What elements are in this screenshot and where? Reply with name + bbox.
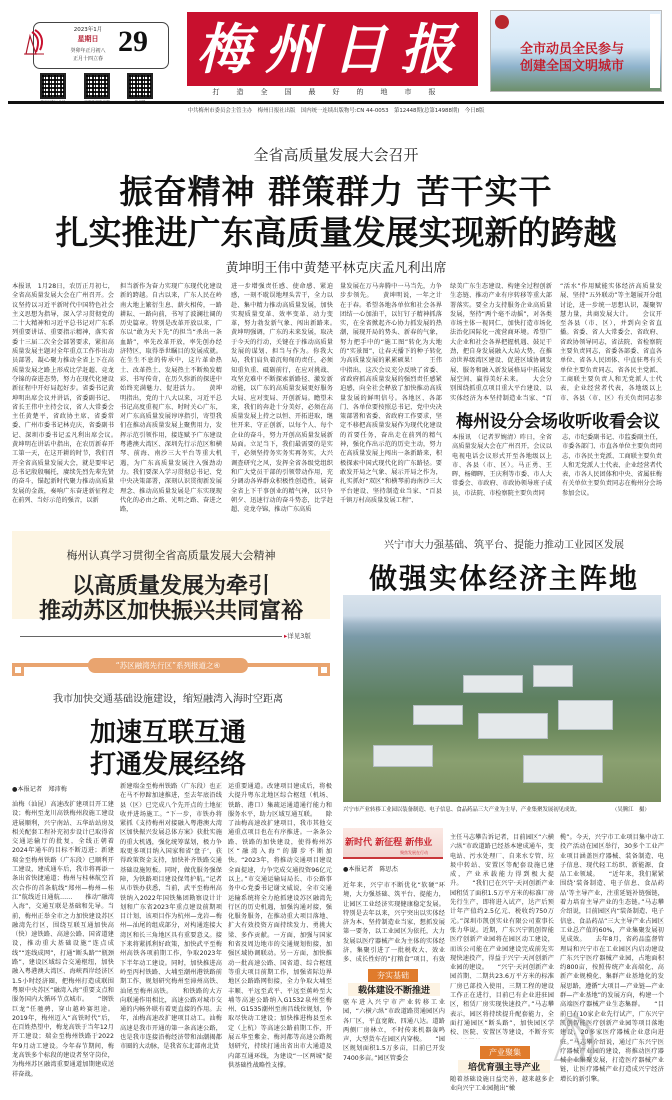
lead-headline-1[interactable]: 振奋精神 群策群力 苦干实干 [119,172,553,211]
promo-headline-1[interactable]: 以高质量发展为牵引 [71,573,270,599]
solar-term: 正月十四立春 [72,56,103,62]
date-weekday: 星期日 [77,34,99,43]
ad-line-2: 创建全国文明城市 [519,59,624,74]
newspaper-logo-icon [22,28,46,56]
section-tag-foundation: 夯实基础 [368,969,418,982]
emblem-icon [495,15,509,29]
lead-column-4: 量发展在万马奔腾中一马当先，力争步步领先。 黄坤明说，一年之计在于春。希望各地各单位和社会各界团结一心加油干，以钉钉子精神抓落实，在全省掀起齐心协力抓发展的热潮，展现开局的势头、新春的气象，努力把手中的“施工图”转化为大地的“实景图”，让春天播下的种子转化为高质量发展的累累硕果！ 王伟中指出，这次会议充分反映了省委、省政府抓高质量发展的强烈责任感紧迫感，向全社会释放了加快推动高质量发展的鲜明信号。各地区、各部门、各单位要按照总书记、党中央决策部署和省委、省政府工作要求，坚定不移把高质量发展作为现代化建设的首要任务，奋出走在前列的精气神，强化作出示范的历史主动，努力在高质量发展上闯出一条新路来，积极探索中国式现代化的广东路径。要敢发开局之气象、展示开局之作为，扎实抓好“双区”和横琴前海南沙三大平台建设、坚持制造业当家、“百县千镇万村高质量发展工程”、 [340,283,442,504]
transport-headline-1[interactable]: 加速互联互通 [89,718,246,748]
date-day: 29 [118,25,148,58]
xingning-column-1: 近年来，兴宁市不断优化“软硬”环境，大力强基础、筑平台、提能力，让园区工业经济实现健康稳定发展。特别是去年以来，兴宁突出以实体经济为本、坚持制造业当家，想抓发展第一要务，以工业园区为依托，大力发展以医疗器械产业为主体的实体经济，集聚引进了一批税收大、效业多、成长性好的“打粮食”项目，有效 [343,882,445,964]
date-year-month: 2023年1月 [73,27,103,33]
meizhou-session-column-2: 志，市纪委副书记、市监委副主任，市委各部门、市直各单位主要负责同志，市各民主党派、工商联主要负责人和无党派人士代表、企业经营者代表，市各人民团体和中央、省属驻梅有关单位主要负责同志在梅州分会场参加会议。 [562,434,662,497]
ad-side-strip [650,14,660,88]
lead-column-5: 绿美广东生态建设、构建全过程创新生态链、推动产业有序转移等重大部署落实。要全力支持服务企业高质量发展，坚持“两个毫不动摇”，对各类市场主体一视同仁，加快打造市场化法治化国际化一流营商环境。希望广大企业和社会各界把握机遇、鼓足干劲，把自身发展融入大局大势，在推动世界级湾区建设、促进区域协调发展、服务和融入新发展格局中拓展发展空间、赢得美好未来。 大会分别围绕抓重点项目重大平台建设、以实体经济为本坚持制造业当家、“百 [450,283,552,402]
lead-kicker: 全省高质量发展大会召开 [253,146,419,164]
fret-ornament-icon [12,666,24,676]
photo-caption: 兴宁市产业转移工业园以装备制造、电子信息、食品药品三大产业为主导，产业集聚发展初见成效。 [343,807,581,813]
paper-title[interactable]: 梅州日报 [196,17,469,81]
industrial-park-photo[interactable] [343,595,661,802]
xingning-column-3: 主任马志攀告诉记者，目前园区“六横六纵”市政道路已经基本建成通车，变电站、污水处理厂、自来水专管、垃圾中转站、安置区等配套设施已建成，产业承载能力得到极大提升。 “我们已在兴宁·天河创新产业园租赁了面积1.5万平方米的标准厂房先行生产，即将进入试产，达产后预计年产值约2.5亿元、税收约750万元。”深圳市凯创实业有限公司董事长张力华说。近期，广东兴宁凯创智能医疗创新产业园将在园区动工建设，而该公司能在产业园建设完成前先实现快速投产，得益于兴宁·天河创新产业园的建设。 “兴宁·天河创新产业园首期、二期共23.6万平方米的标准厂房已部投入使用，三期工程的建设工作正在进行，目前已有企业进驻园区，租赁厂房实现快速投产。”马志攀表示，园区将持续提升配套能力，全面打通园区“断头路”，加快园区学校、医院、安置区等建设，不断夯实 [450,834,554,1037]
see-page-link[interactable] [284,631,311,640]
transport-subtitle: 我市加快交通基础设施建设，缩短融湾入海时空距离 [53,694,283,705]
promo-headline-2[interactable]: 推动苏区加快振兴共同富裕 [38,598,303,624]
qr-code-icon[interactable] [84,73,110,99]
transport-byline: ●本报记者 郑沛梅 [12,786,67,793]
column-banner-subtitle: 聚焦发展在行动 [400,850,428,855]
xingning-headline[interactable]: 做强实体经济主阵地 [368,562,639,595]
xingning-kicker: 兴宁市大力强基础、筑平台、提能力推动工业园区发展 [384,540,624,551]
lead-column-2: 担当新作为奋力实现广东现代化建设新的跨越。自古以来，广东人民在岭南大地上繁衍生息、薪火相传，一路耕耘、一路向前，书写了波澜壮阔的历史篇章。特别是改革开放以来，广东以“敢为天下先”的担当“杀出一条血路”，率先改革开放，率先创办经济特区，取得举世瞩目的发展成就。在生生不息的传承中，这片革命热土、改革热土、发展热土不断焕发精彩、书写传奇，在历久弥新的探进中始终充满魅力、促进活力。 黄坤明指出，党的十八大以来，习近平总书记高度重视广东、时时关心广东，对广东高质量发展谆谆指引，寄望我们在推动高质量发展上聚焦用力，发挥示范引领作用，接连赋予广东建设粤港澳大湾区、深圳先行示范区和横琴、前海、南沙三大平台等重大机遇，为广东高质量发展注入强劲动力。我们要深入学习贯彻总书记、党中央决策部署，深刻认识贯彻新发展理念、推动高质量发展是广东实现现代化的必由之路、光明之路、奋进之路， [120,283,222,514]
publication-info: 中共梅州市委员会主管主办 梅州日报社出版 国内统一连续出版物号:CN 44-0053 第12448期(总第14988期) 今日8版 [187,108,485,114]
photo-credit: （吴腾江 摄） [612,807,650,813]
promo-rule [20,636,282,637]
section-subhead-industry: 培优育强主导产业 [458,1060,550,1073]
lead-column-6: “活水”作用赋能实体经济高质量发展、坚持“五外联动”等主题展开分组讨论，进一步统一思想认识，凝聚智慧力量，共商发展大计。 会议开至各县（市、区），并到向全省直播。省委、省人大常委会、省政府、省政协领导同志，省法院、省检察院主要负责同志，省委各部委、省直各单位、省各人民团体、中直驻粤有关单位主要负责同志，省各民主党派、工商联主要负责人和无党派人士代表，企业经营者代表，各地级以上市、各县（市、区）有关负责同志参 [560,283,662,402]
watermark-logo-icon [545,1010,605,1070]
series-label: “苏区融湾先行区”系列报道之④ [88,658,248,673]
lead-attendees: 黄坤明王伟中黄楚平林克庆孟凡利出席 [225,261,447,276]
transport-column-3: 运重要通道。改建项目建成后，将极大提升粤东北地区综合枢纽（机场、铁路、港口）集疏运通道通行能力和服务水平，助力区域互通互联。 除了汕梅高速改扩建项目，我市其他交通重点项目也在有序推进。一条条公路、铁路的加快建设，使得梅州苏区“融湾入海”的脚步不断加快。“2023年，将推动交通项目建设全面提速，力争完成交通投资96亿元以上。”市交通运输局局长、市公路事务中心党委书记谢文威说，全市交通运输系统将全力抢抓建设苏区融湾先行区的历史机遇，加强沟通对接，强化服务服务，在推动重大项目落地、扩大有效投资方面持续发力、勇挑大梁、多作贡献。一方面，加强与国家和省及周边地市的交通规划衔接，加强区域协调联动。另一方面，加快推动一批高速公路、国省道、综合枢纽等重大项目前期工作，加强省际边界地区公路路网衔接，全力争取大埔至丰顺、平远至武平、平远至蕉岭至大埔等高速公路纳入G1532泉州至梅州、G1535潮州至南昌线位规划，争取尽快动工建设；加快推进梅县至永定（上杭）等高速公路前期工作，开展五华至紫金、梅河都等高速公路规划研究，持续打通出省出市大通道及内部互通环线，为建设“一区两城”提供基础性战略性支撑。 [228,783,332,1069]
lead-column-1: 本报讯 1月28日，农历正月初七，全省高质量发展大会在广州召开。会议坚持以习近平新时代中国特色社会主义思想为指导，深入学习贯彻党的二十大精神和习近平总书记对广东系列重要讲话、重要指示精神，落实省委十三届二次全会部署要求，紧扣高质量发展主题对全年重点工作作出动员部署，凝心聚力推动全省上下在高质量发展之路上形成比学赶超、竞龙夺锦的奋进态势，努力在现代化建设新征程中开好局起好步。省委书记黄坤明出席会议并讲话，省委副书记、省长王伟中主持会议，省人大常委会主任黄楚平，省政协主席、省委常委、广州市委书记林克庆，省委副书记、深圳市委书记孟凡利出席会议。 黄坤明在讲话中指出，在农历新春开工第一天，在这开耕的时节，我们召开全省高质量发展大会，就是要牢记总书记殷殷嘱托，赓续先烈先辈先贤的奋斗，锚起新时代聚力推动高质量发展的金鼓，奏响广东奋进新征程走在前列、当好示范的强音，以新 [12,283,114,504]
ad-line-1: 全市动员全民参与 [519,42,624,57]
promo-kicker: 梅州认真学习贯彻全省高质量发展大会精神 [66,549,276,562]
qr-code-icon[interactable] [40,73,66,99]
arrow-right-icon: ▸ [284,632,288,640]
see-page-label: 详见3版 [287,632,311,640]
transport-headline-2[interactable]: 打通发展经络 [89,750,246,780]
xingning-column-4: 随着基础设施日益完善，越来越多企业向兴宁工业园抛出“橄 [450,1076,554,1093]
meizhou-session-column-1: 本报讯 （记者罗婉清）昨日，全省高质量发展大会在广州召开，会议以电视电话会议形式开至各地级以上市、各县（市、区）。马正勇、王晖、杨卿晖、王庆利等市委、市人大常委会、市政府、市政协领导班子成员，市法院、市检察院主要负责同 [452,434,552,497]
lead-headline-2[interactable]: 扎实推进广东高质量发展实现新的跨越 [55,213,617,252]
xingning-column-5: 榄”。今天，兴宁市工业项目集中动工投产活动在园区举行，30多个工业产业项目涵盖医疗器械、装备制造、电子信息、现代轻工纺织、新能源、食品工业领域。 “近年来，我们紧紧围绕‘装备制造、电子信息、食品药品’等主导产业，注重延链补链强链，着力培育主导产业的生态链。”马志攀介绍说，目前园区内“装备制造、电子信息、食品药品”三大主导产业占园区工业总产值的60%，产业集聚发展初见成效。 去年8月，省药品监督管理局和兴宁市在工业园区内启动建设广东兴宁医疗器械产业园，占地面积约800亩，按照传统产业高端化、高新产业规模化、集群产业基地化的发展思路，遵循“大项目—产业链—产业群—产业基地”的发展方向，构建一个高端医疗器械产业生态集群。 “目前已有10家企业先行试产，广东兴宁凯创智能医疗创新产业园等项目落地建设，20多家医疗器械企业意向进驻。”马志攀介绍说，通过广东兴宁医疗器械产业园的建设，将推动医疗器械企业集聚发展，打造医疗器械产业链，让医疗器械产业打造成兴宁经济增长的新引擎。 [560,834,664,1083]
section-tag-industry: 产业聚集 [480,1046,530,1059]
qr-code-icon[interactable] [127,73,153,99]
transport-column-2: 新建瑞金至梅州铁路（广东段）也正在马不停蹄加速推进，至去年底沿线县（区）已完成八个先开点的土地征收并进场施工。“下一步，市铁办将紧抓《支持梅州对接融入粤港澳大湾区加快振兴发展总体方案》获批实施的重大机遇，强化统筹谋划，极力争取更多项目纳入国家和省‘盘子’，获得政策资金支持，加快补齐铁路交通基础设施短板。同时，做优服务强保障，为铁路项目建设保驾护航。”记者从市铁办获悉，当前，武平至梅州高铁纳入2022年国铁集团勘察设计计划和广东省2023年重点建设前期项目计划，该项目作为杭州—龙岩—梅州—汕尾的组成部分，对构通连接大湾区和长三角地区具有重要意义。接下来将紧抓利好政策，加快武平至梅州高铁各项前期工作，争取2023年下半年动工建设。同时，加快推进高岭至丙村铁路、大埔至潮州港铁路前期工作，规划研究梅州至漳州高铁、汕尾至梅州高铁。 和铁路的大方向联通作用相比，高速公路对城市交通的内畅外联有着更直接的作用。去年，汕梅高速改扩建项目动工。汕梅高速是我市开通的第一条高速公路，也是我市连接沿梅经济带和汕潮揭都市圈的大动脉，是我省东北部南北货 [120,783,222,1051]
masthead-rule [8,101,664,104]
section-subhead-foundation: 载体建设不断推进 [348,983,440,996]
transport-column-1: 汕梅（汕昆）高速改扩建项目开工建设；梅州至龙川高铁梅州段施工建设进展顺利，兴宁南站、五华站站房及相关配套工程补充初步设计已取得省交通运输厅的批复，全线正朝着2024年通车的目标不断迈进；新建瑞金至梅州铁路（广东段）已顺利开工建设，建成通车后，我市将再添一条出省快捷通道；梅州与桂林航空首次合作的首条航线“郑州—梅州—桂江”航线近日通航…… 推动“融湾入海”，交通互联是基础和先导。当前，梅州正举全市之力加快建设苏区融湾先行区，围绕互联互通加快高（快）速铁路、高速公路、国省道建设，推动重大基础设施“连点成线”“连线成网”，打通“断头路”“瓶颈路”，建设区域综合交通枢纽，加快融入粤港澳大湾区、海峡西岸经济区1.5小时经济圈，把梅州打造成联围粤原中央苏区“融湾入海”重要支点和服务国内大循环节点城市。 “钢铁巨龙”任驰骋，穿山越岭赛坦途。2019年，梅州迈入“高铁时代”后，在百姓热望中，梅龙高铁于当年12月开工建设；瑞金至梅州铁路于2022年9月动工建设。今年春节期间，梅龙高铁多个标段的建设者坚守岗位，为梅州苏区融湾重要通道加期建成送祥奋战。 [12,801,114,1078]
lunar-date: 癸卯年正月初八 [70,48,106,54]
meizhou-session-headline[interactable]: 梅州设分会场收听收看会议 [456,412,660,432]
fret-ornament-icon [318,666,330,676]
column-banner-title: 新时代 新征程 新伟业 [345,838,433,848]
xingning-byline: ●本报记者 陈思杰 [343,866,398,873]
lead-column-3: 进一步增强责任感、使命感、紧迫感，一刻不耽误地埋头苦干，全力以赴、集中精力推动高质量发展，加快实现质量变革、效率变革、动力变革，努力勃发新气象、闯出新路来。 黄坤明强调，广东的未来发展，取决于今天的行动，关键在于推动高质量发展的谋划、担当与作为。你我大局，我们肩负着沉甸甸的责任，必须知重负重、砥砺前行，在应对挑战、攻坚克难中不断探索新路径、激发新动能，以广东的高质量发展更好服务大局、应对变局、开创新局。瞻望未来，我们的奔赴十分美好，必须在高质量发展上持之以恒、开拓进取，继往开来、守正创新，以每个人、每个企业的奋斗，努力开创高质量发展新局面。立足当下，我们最需要的是实干，必须坚持务实务实再务实，大兴调查研究之风，发挥全省各级党组织和广大党员干部的引领带动作用，充分调动各界群众积极性创造性，展奋全省上下干事创业的精气神，以只争朝夕、迅速行动的奋斗势态，比学赶超、竞龙夺锦，推动广东高质 [231,283,333,514]
paper-slogan: 打造全国最好的地市报 [212,88,453,96]
xingning-column-2: 驱车进入兴宁市产业转移工业园，“六横六纵”市政道路贯通园区内各厂区，平直宽敞、四通八达。道路两侧厂房林立，不时传来机器轰鸣声，大型货车在园区内穿梭。 “园区规划面积1.5万多亩，目前已开发7400多亩。”园区管委会 [343,999,445,1062]
